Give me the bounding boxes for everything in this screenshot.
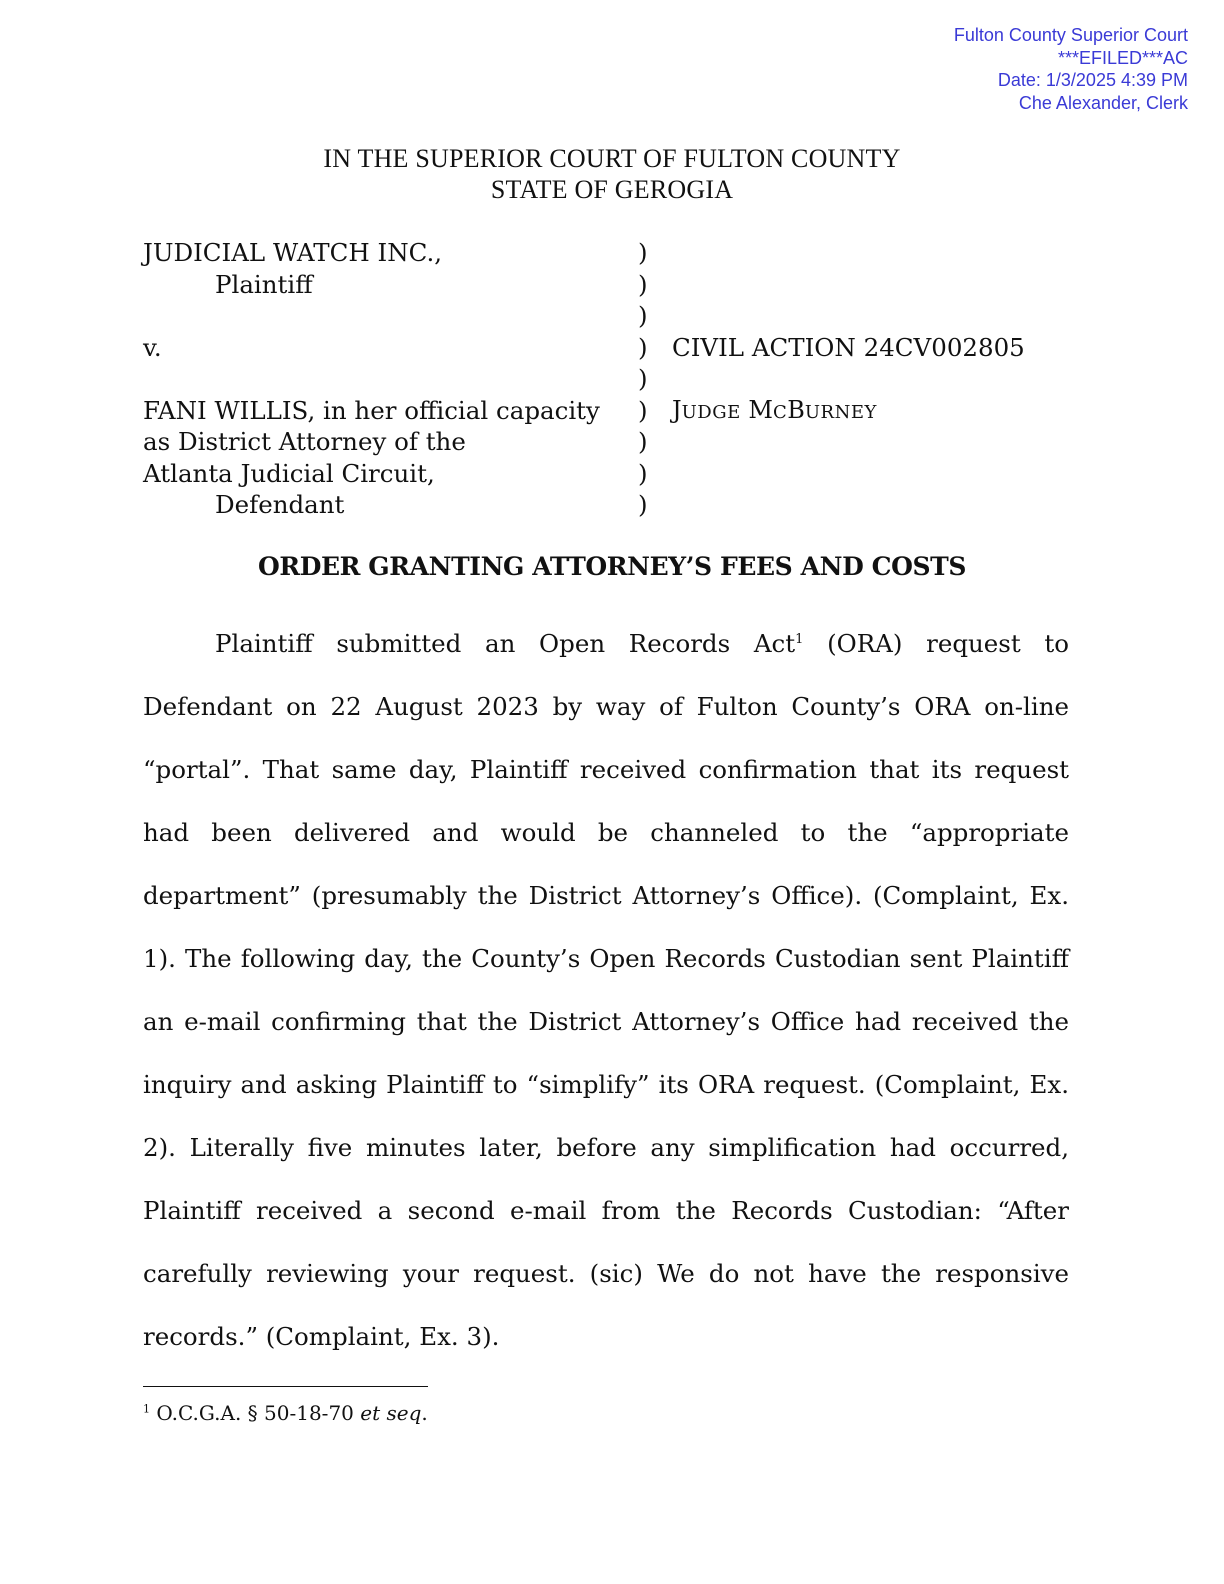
case-caption bbox=[0, 237, 1224, 527]
defendant-line: as District Attorney of the bbox=[143, 427, 466, 456]
defendant-line: Atlanta Judicial Circuit, bbox=[143, 458, 435, 488]
court-heading-line1: IN THE SUPERIOR COURT OF FULTON COUNTY bbox=[323, 144, 901, 173]
caption-paren: ) bbox=[638, 458, 648, 488]
civil-action-number: CIVIL ACTION 24CV002805 bbox=[672, 332, 1025, 362]
caption-paren: ) bbox=[638, 332, 648, 362]
order-body bbox=[143, 612, 1069, 1368]
caption-spacer bbox=[143, 363, 623, 395]
versus: v. bbox=[143, 332, 162, 362]
footnote bbox=[143, 1400, 428, 1426]
footnote-end: . bbox=[421, 1401, 428, 1425]
caption-paren: ) bbox=[638, 301, 648, 330]
caption-parties bbox=[143, 237, 623, 521]
judge-text: M bbox=[748, 395, 773, 424]
judge-text: B bbox=[787, 395, 805, 424]
caption-paren: ) bbox=[638, 490, 648, 519]
caption-parentheses bbox=[638, 237, 648, 521]
footnote-divider bbox=[143, 1386, 428, 1387]
caption-paren: ) bbox=[638, 269, 648, 299]
footnote-number: 1 bbox=[143, 1402, 150, 1416]
judge-text: URNEY bbox=[804, 401, 877, 423]
defendant-role: Defendant bbox=[215, 490, 345, 519]
stamp-court: Fulton County Superior Court bbox=[953, 25, 1188, 45]
footnote-reference: 1 bbox=[795, 631, 804, 647]
body-text-start: Plaintiff submitted an Open Records Act bbox=[215, 629, 796, 658]
court-heading bbox=[0, 143, 1224, 205]
caption-paren: ) bbox=[638, 427, 648, 456]
footnote-citation: O.C.G.A. § 50-18-70 bbox=[150, 1401, 361, 1425]
judge-text: J bbox=[672, 395, 682, 424]
stamp-date: Date: 1/3/2025 4:39 PM bbox=[997, 70, 1188, 90]
caption-spacer bbox=[143, 300, 623, 332]
caption-paren: ) bbox=[638, 364, 648, 393]
judge-name bbox=[672, 395, 877, 429]
stamp-status: ***EFILED***AC bbox=[1057, 47, 1188, 68]
defendant-line: FANI WILLIS, in her official capacity bbox=[143, 395, 600, 425]
stamp-clerk: Che Alexander, Clerk bbox=[1018, 92, 1188, 113]
order-title: ORDER GRANTING ATTORNEY’S FEES AND COSTS bbox=[257, 552, 967, 581]
caption-paren: ) bbox=[638, 238, 648, 267]
court-heading-line2: STATE OF GEROGIA bbox=[490, 175, 734, 204]
efiling-stamp bbox=[954, 24, 1188, 114]
caption-paren: ) bbox=[638, 395, 648, 425]
footnote-emphasis: et seq bbox=[360, 1401, 422, 1425]
body-text-rest: (ORA) request to Defendant on 22 August 2023 by way of Fulton County’s ORA on-line “portal”. That same day, Plaintiff received confirmation that its request had been delivered and would be channeled to the “appropriate department” (presumably the District Attorney’s Office). (Complaint, Ex. 1). The following day, the County’s Open Records Custodian sent Plaintiff an e-mail confirming that the District Attorney’s Office had received the inquiry and asking Plaintiff to “simplify” its ORA request. (Complaint, Ex. 2). Literally five minutes later, before any simplification had occurred, Plaintiff received a second e-mail from the Records Custodian: “After carefully reviewing your request. (sic) We do not have the responsive records.” (Complaint, Ex. 3). bbox=[143, 629, 1069, 1351]
judge-text: UDGE bbox=[681, 401, 741, 423]
body-paragraph bbox=[143, 612, 1069, 1368]
judge-text: C bbox=[772, 401, 788, 423]
plaintiff-name: JUDICIAL WATCH INC., bbox=[143, 238, 443, 267]
plaintiff-role: Plaintiff bbox=[215, 269, 313, 299]
